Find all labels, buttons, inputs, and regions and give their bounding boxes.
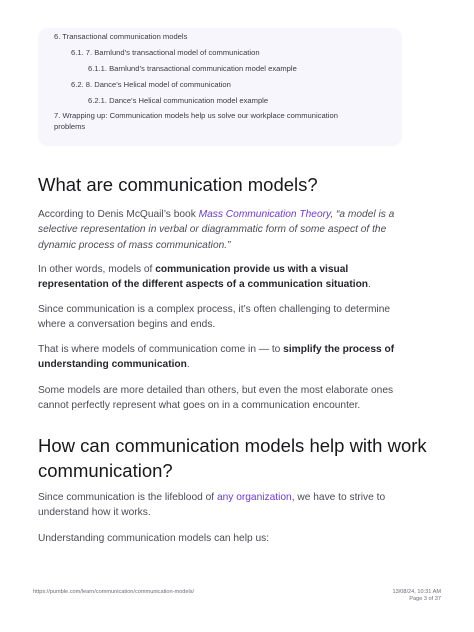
toc-item-6[interactable]: 6. Transactional communication models xyxy=(54,32,188,41)
paragraph-models-come-in xyxy=(38,342,398,373)
toc-item-7[interactable]: 7. Wrapping up: Communication models help us solve our workplace communication problems xyxy=(54,111,338,131)
footer-datetime: 13/08/24, 10:31 AM xyxy=(392,589,441,595)
bold-text: simplify the process of understanding communication xyxy=(38,344,395,371)
footer-url: https://pumble.com/learn/communication/communication-models/ xyxy=(33,589,195,595)
text: Since communication is the lifeblood of xyxy=(38,492,217,503)
text: That is where models of communication come in — to xyxy=(38,344,284,355)
paragraph-in-other-words xyxy=(38,262,398,293)
any-organization-link[interactable]: any organization xyxy=(216,492,292,503)
toc-item-6-2-1[interactable]: 6.2.1. Dance’s Helical communication model example xyxy=(88,96,269,105)
paragraph-complex-process: Since communication is a complex process, it’s often challenging to determine where a conversation begins and ends. xyxy=(38,304,391,331)
section-heading-how-help: How can communication models help with work communication? xyxy=(38,435,427,481)
book-link[interactable]: Mass Communication Theory xyxy=(198,209,331,220)
section-heading-what-are-models: What are communication models? xyxy=(38,174,318,195)
paragraph-some-models: Some models are more detailed than others, but even the most elaborate ones cannot perfectly represent what goes on in a communication encounter. xyxy=(38,385,394,412)
bold-text: communication provide us with a visual representation of the different aspects of a communication situation xyxy=(38,264,369,291)
text: . xyxy=(368,279,371,291)
toc-item-6-1-1[interactable]: 6.1.1. Barnlund’s transactional communication model example xyxy=(88,64,297,73)
text: , we have to strive to understand how it works. xyxy=(38,492,386,519)
text: . xyxy=(186,359,190,371)
paragraph-lifeblood xyxy=(38,490,398,521)
paragraph-mcquail-quote xyxy=(38,207,398,253)
paragraph-understanding: Understanding communication models can help us: xyxy=(38,533,270,544)
text: According to Denis McQuail’s book xyxy=(38,209,199,220)
table-of-contents xyxy=(38,28,402,146)
toc-item-6-1[interactable]: 6.1. 7. Barnlund’s transactional model of communication xyxy=(71,48,260,57)
text: In other words, models of xyxy=(38,264,156,275)
footer-page-number: Page 3 of 37 xyxy=(409,596,441,602)
quote-text: , “a model is a selective representation in verbal or diagrammatic form of some aspect of the dynamic process of mass communication.” xyxy=(38,209,395,251)
toc-item-6-2[interactable]: 6.2. 8. Dance’s Helical model of communication xyxy=(71,80,231,89)
